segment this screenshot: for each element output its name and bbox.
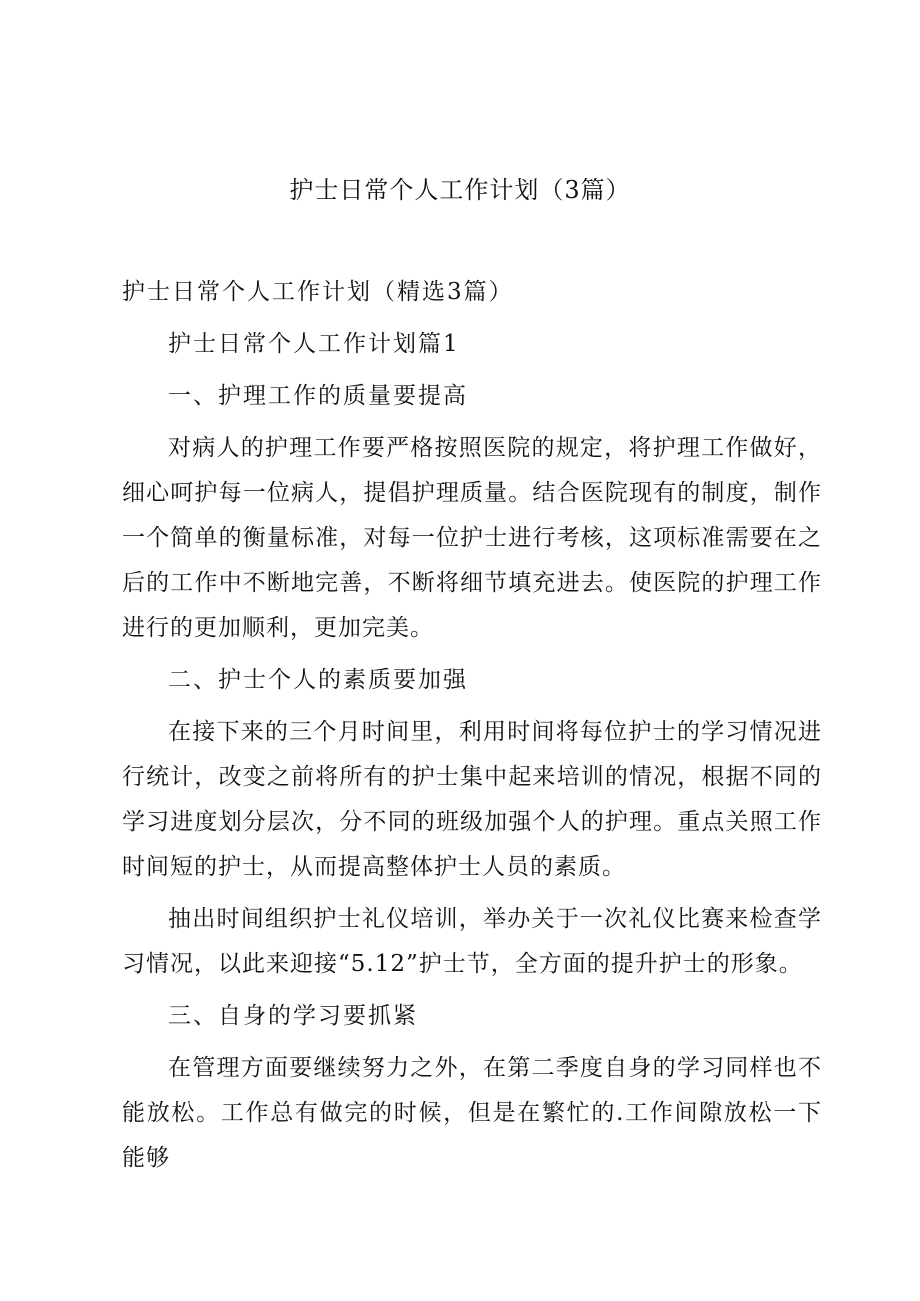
section-1-paragraph-1: 对病人的护理工作要严格按照医院的规定，将护理工作做好，细心呵护每一位病人，提倡护理质量。结合医院现有的制度，制作一个简单的衡量标准，对每一位护士进行考核，这项标准需要在之后的工作中不断地完善，不断将细节填充进去。使医院的护理工作进行的更加顺利，更加完美。 [122,435,822,641]
section-heading-1: 一、护理工作的质量要提高 [168,383,468,409]
document-body [122,270,822,1188]
chapter-heading: 护士日常个人工作计划篇1 [168,331,460,357]
document-title: 护士日常个人工作计划（3篇） [289,176,631,204]
document-subtitle: 护士日常个人工作计划（精选3篇） [122,279,514,305]
section-heading-2: 二、护士个人的素质要加强 [168,667,468,693]
section-heading-3: 三、自身的学习要抓紧 [168,1003,418,1029]
section-2-paragraph-1: 在接下来的三个月时间里，利用时间将每位护士的学习情况进行统计，改变之前将所有的护士集中起来培训的情况，根据不同的学习进度划分层次，分不同的班级加强个人的护理。重点关照工作时间短的护士，从而提高整体护士人员的素质。 [122,719,822,880]
section-2-paragraph-2: 抽出时间组织护士礼仪培训，举办关于一次礼仪比赛来检查学习情况，以此来迎接“5.12”护士节，全方面的提升护士的形象。 [122,906,822,977]
section-3-paragraph-1: 在管理方面要继续努力之外，在第二季度自身的学习同样也不能放松。工作总有做完的时候，但是在繁忙的.工作间隙放松一下能够 [122,1055,822,1171]
